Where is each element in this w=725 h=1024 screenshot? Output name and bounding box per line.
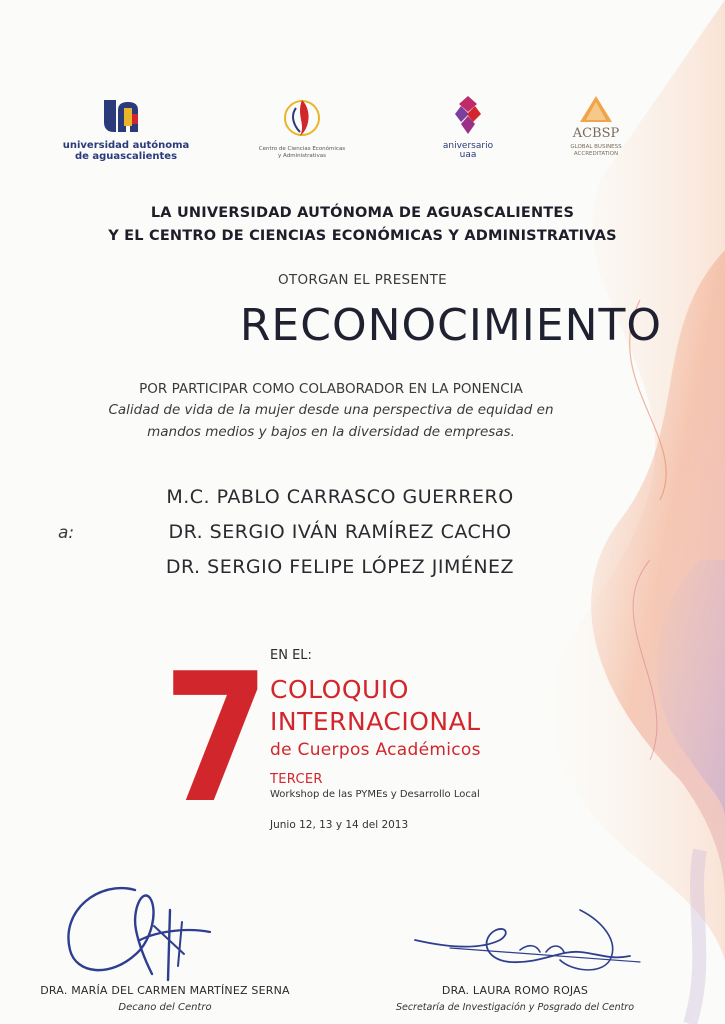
centro-logo-icon xyxy=(282,94,322,142)
signatory-2-role: Secretaría de Investigación y Posgrado del Centro xyxy=(395,1002,635,1013)
recipient-name: DR. SERGIO FELIPE LÓPEZ JIMÉNEZ xyxy=(165,556,515,578)
grant-text: OTORGAN EL PRESENTE xyxy=(277,272,448,288)
signature-2-icon xyxy=(410,890,650,985)
talk-title-line-2: mandos medios y bajos en la diversidad de empresas. xyxy=(147,424,515,440)
institution-line-2: Y EL CENTRO DE CIENCIAS ECONÓMICAS Y ADMINISTRATIVAS xyxy=(108,228,617,244)
event-title-line-1: COLOQUIO xyxy=(270,675,409,704)
aniversario-logo-line2: uaa xyxy=(459,150,477,160)
participation-text: POR PARTICIPAR COMO COLABORADOR EN LA PONENCIA xyxy=(139,381,523,397)
event-workshop: Workshop de las PYMEs y Desarrollo Local xyxy=(270,789,480,800)
aniversario-logo-icon xyxy=(453,94,483,138)
centro-logo-line2: y Administrativas xyxy=(278,153,326,159)
event-edition-number: 7 xyxy=(163,635,270,842)
signatory-1-role: Decano del Centro xyxy=(118,1002,212,1013)
acbsp-logo-line1: GLOBAL BUSINESS xyxy=(570,144,622,150)
uaa-logo-line2: de aguascalientes xyxy=(74,151,178,162)
talk-title-line-1: Calidad de vida de la mujer desde una perspectiva de equidad en xyxy=(108,402,554,418)
event-title-line-2: INTERNACIONAL xyxy=(270,707,481,736)
aniversario-logo-text xyxy=(428,142,508,160)
uaa-logo-text xyxy=(56,140,196,162)
acbsp-logo-text xyxy=(556,144,636,158)
uaa-logo-icon xyxy=(100,96,148,136)
uaa-logo-line1: universidad autónoma xyxy=(62,140,190,151)
event-subtitle: TERCER xyxy=(270,772,323,787)
certificate-title: RECONOCIMIENTO xyxy=(239,300,662,351)
aniversario-logo-line1: aniversario xyxy=(442,141,494,151)
signature-1-icon xyxy=(40,870,220,990)
institution-line-1: LA UNIVERSIDAD AUTÓNOMA DE AGUASCALIENTES xyxy=(150,205,575,221)
centro-logo-text xyxy=(240,146,364,160)
event-dates: Junio 12, 13 y 14 del 2013 xyxy=(270,819,409,831)
recipient-name: M.C. PABLO CARRASCO GUERRERO xyxy=(166,486,514,508)
recipients-label: a: xyxy=(58,523,75,543)
acbsp-logo-line2: ACCREDITATION xyxy=(573,151,619,157)
recipient-name: DR. SERGIO IVÁN RAMÍREZ CACHO xyxy=(168,521,512,543)
acbsp-logo-title: ACBSP xyxy=(572,126,620,141)
signatory-1-name: DRA. MARÍA DEL CARMEN MARTÍNEZ SERNA xyxy=(40,984,290,997)
acbsp-logo-icon xyxy=(578,94,614,124)
centro-logo-line1: Centro de Ciencias Económicas xyxy=(258,146,346,152)
event-title-line-3: de Cuerpos Académicos xyxy=(270,740,481,760)
signatory-2-name: DRA. LAURA ROMO ROJAS xyxy=(441,984,589,997)
event-prefix: EN EL: xyxy=(270,648,312,663)
